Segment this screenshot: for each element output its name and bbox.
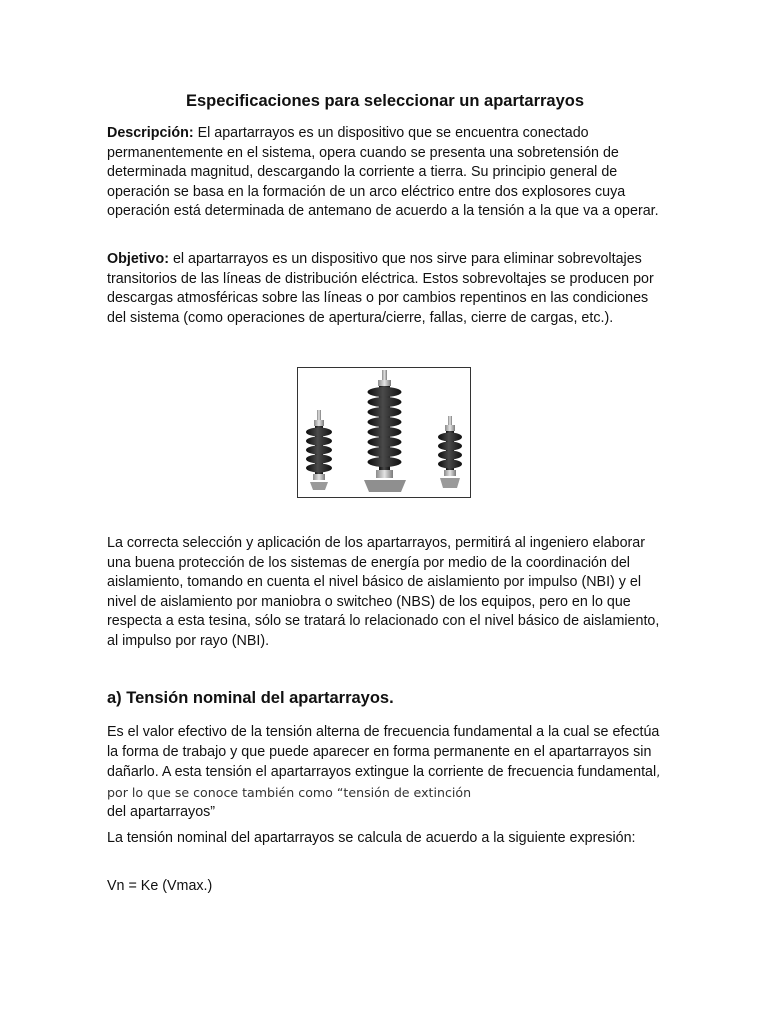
- right-arrester-icon: [438, 416, 462, 488]
- section-a-heading: a) Tensión nominal del apartarrayos.: [107, 689, 394, 707]
- seleccion-paragraph: La correcta selección y aplicación de los apartarrayos, permitirá al ingeniero elaborar una buena protección de los sistemas de energía por medio de la coordinación del aislamiento, tomando en cuenta el nivel básico de aislamiento por impulso (NBI) y el nivel de aislamiento por maniobra o switcheo (NBS) de los equipos, pero en lo que respecta a esta tesina, sólo se tratará lo relacionado con el nivel básico de aislamiento, al impulso por rayo (NBI).: [107, 535, 660, 649]
- descripcion-text: El apartarrayos es un dispositivo que se encuentra conectado permanentemente en el sistema, opera cuando se presenta una sobretensión de determinada magnitud, descargando la corriente a tierra. Su principio general de operación se basa en la formación de un arco eléctrico entre dos explosores cuya operación está determinada de antemano de acuerdo a la tensión a la que va a operar.: [107, 125, 659, 219]
- objetivo-text: el apartarrayos es un dispositivo que nos sirve para eliminar sobrevoltajes transitorios de las líneas de distribución eléctrica. Estos sobrevoltajes se producen por descargas atmosféricas sobre las líneas o por cambios repentinos en las condiciones del sistema (como operaciones de apertura/cierre, fallas, cierre de cargas, etc.).: [107, 251, 654, 326]
- formula: Vn = Ke (Vmax.): [107, 878, 213, 894]
- descripcion-label: Descripción:: [107, 125, 194, 141]
- left-arrester-icon: [306, 410, 332, 490]
- calculo-paragraph: La tensión nominal del apartarrayos se calcula de acuerdo a la siguiente expresión:: [107, 830, 636, 846]
- surge-arresters-figure: [297, 367, 471, 498]
- tension-nominal-paragraph: [107, 723, 663, 823]
- surge-arresters-image: [298, 368, 470, 497]
- tension-extincion-end: del apartarrayos”: [107, 804, 216, 820]
- tension-extincion-text: , por lo que se conoce también como “tensión de extinción: [107, 764, 661, 800]
- descripcion-paragraph: [107, 124, 663, 222]
- tension-nominal-text: Es el valor efectivo de la tensión alterna de frecuencia fundamental a la cual se efectúa la forma de trabajo y que puede aparecer en forma permanente en el apartarrayos sin dañarlo. A esta tensión el apartarrayos extingue la corriente de frecuencia fundamental: [107, 724, 660, 780]
- objetivo-label: Objetivo:: [107, 251, 169, 267]
- objetivo-paragraph: [107, 250, 663, 328]
- center-arrester-icon: [364, 370, 406, 492]
- page-title: Especificaciones para seleccionar un apartarrayos: [185, 92, 585, 110]
